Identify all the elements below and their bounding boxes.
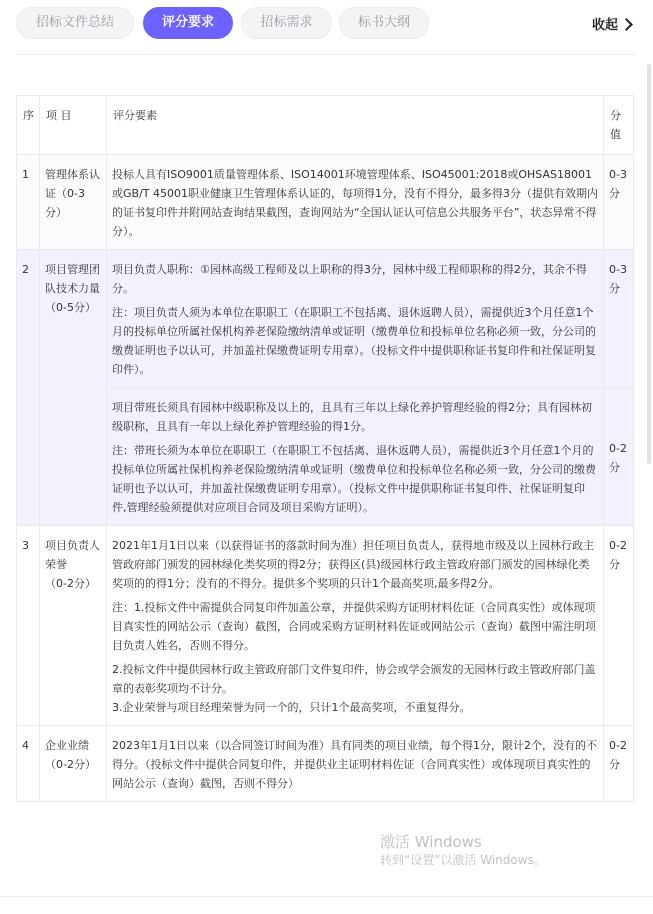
criteria-text: 2021年1月1日以来（以获得证书的落款时间为准）担任项目负责人，获得地市级及以上园林行政主管政府部门颁发的园林绿化类奖项的得2分；获得区(县)级园林行政主管政府部门颁发的园林绿化类奖项的的得1分；没有的不得分。提供多个奖项的只计1个最高奖项,最多得2分。 — [112, 539, 594, 590]
row-score: 0-3分 — [604, 250, 634, 388]
row-no: 3 — [17, 526, 40, 726]
row-criteria — [107, 526, 604, 726]
tab-bar — [0, 0, 653, 48]
tab-scoring-requirements[interactable]: 评分要求 — [143, 7, 233, 39]
collapse-button[interactable] — [592, 14, 631, 33]
row-criteria — [107, 250, 604, 388]
criteria-note: 3.企业荣誉与项目经理荣誉为同一个的，只计1个最高奖项，不重复得分。 — [112, 701, 471, 714]
row-score: 0-3分 — [604, 155, 634, 250]
tab-bid-requirements[interactable]: 招标需求 — [241, 7, 332, 39]
row-criteria — [107, 726, 604, 802]
row-score: 0-2分 — [604, 726, 634, 802]
header-score: 分值 — [604, 96, 634, 155]
criteria-note: 注：1.投标文件中需提供合同复印件加盖公章，并提供采购方证明材料佐证（合同真实性）或体现项目真实性的网站公示（查询）截图，合同或采购方证明材料佐证或网站公示（查询）截图中需注明项目负责人姓名，否则不得分。 — [112, 601, 596, 652]
item-label: 项目负责人 — [45, 539, 100, 552]
item-label: 荣誉 — [45, 558, 67, 571]
criteria-note: 2.投标文件中提供园林行政主管政府部门文件复印件，协会或学会颁发的无园林行政主管政府部门盖章的表彰奖项均不计分。 — [112, 663, 596, 695]
table-row — [17, 388, 634, 526]
header-no: 序 — [17, 96, 40, 155]
table-row — [17, 526, 634, 726]
row-item: 管理体系认证（0-3分） — [40, 155, 107, 250]
criteria-text: 项目负责人职称：①园林高级工程师及以上职称的得3分，园林中级工程师职称的得2分，其余不得分。 — [112, 263, 587, 295]
row-item: 项目管理团队技术力量（0-5分） — [40, 250, 107, 526]
watermark-subtitle: 转到“设置”以激活 Windows。 — [380, 853, 546, 867]
divider — [16, 54, 636, 55]
table-header-row — [17, 96, 634, 155]
row-score: 0-2分 — [604, 526, 634, 726]
table-row — [17, 250, 634, 388]
header-item: 项 目 — [40, 96, 107, 155]
row-score: 0-2分 — [604, 388, 634, 526]
item-label: （0-2分） — [45, 577, 96, 590]
divider — [0, 896, 653, 897]
table-row — [17, 726, 634, 802]
criteria-text: 投标人具有ISO9001质量管理体系、ISO14001环境管理体系、ISO45001:2018或OHSAS18001或GB/T 45001职业健康卫生管理体系认证的，每项得1分，没有不得分，最多得3分（提供有效期内的证书复印件并附网站查询结果截图，查询网站为“全国认证认可信息公共服务平台”，状态异常不得分）。 — [112, 168, 598, 238]
criteria-note: 注：项目负责人须为本单位在职职工（在职职工不包括离、退休返聘人员），需提供近3个月任意1个月的投标单位所属社保机构养老保险缴纳清单或证明（缴费单位和投标单位名称必须一致，分公司的缴费证明也予以认可，并加盖社保缴费证明专用章）。（投标文件中提供职称证书复印件和社保证明复印件）。 — [112, 306, 596, 376]
row-criteria — [107, 155, 604, 250]
row-item — [40, 726, 107, 802]
watermark-title: 激活 Windows — [380, 833, 482, 851]
chevron-right-icon — [620, 18, 633, 31]
tab-bid-outline[interactable]: 标书大纲 — [339, 7, 429, 39]
row-no: 4 — [17, 726, 40, 802]
criteria-note: 注：带班长须为本单位在职职工（在职职工不包括离、退休返聘人员），需提供近3个月任意1个月的投标单位所属社保机构养老保险缴纳清单或证明（缴费单位和投标单位名称必须一致，分公司的缴费证明也予以认可，并加盖社保缴费证明专用章）。（投标文件中提供职称证书复印件、社保证明复印件,管理经验须提供对应项目合同及项目采购方证明）。 — [112, 444, 596, 514]
scoring-table — [16, 95, 634, 802]
criteria-text: 2023年1月1日以来（以合同签订时间为准）具有同类的项目业绩，每个得1分，限计2个，没有的不得分。（投标文件中提供合同复印件，并提供业主证明材料佐证（合同真实性）或体现项目真实性的网站公示（查询）截图，否则不得分） — [112, 739, 597, 790]
table-row — [17, 155, 634, 250]
activation-watermark — [380, 832, 620, 869]
row-no: 1 — [17, 155, 40, 250]
item-label: 企业业绩 — [45, 739, 89, 752]
collapse-label: 收起 — [591, 18, 618, 33]
row-no: 2 — [17, 250, 40, 526]
header-criteria: 评分要素 — [107, 96, 604, 155]
row-criteria — [107, 388, 604, 526]
tab-bid-summary[interactable]: 招标文件总结 — [16, 7, 134, 39]
criteria-text: 项目带班长须具有园林中级职称及以上的，且具有三年以上绿化养护管理经验的得2分；具有园林初级职称，且具有一年以上绿化养护管理经验的得1分。 — [112, 401, 592, 433]
item-label: （0-2分） — [45, 758, 96, 771]
row-item — [40, 526, 107, 726]
scrollbar[interactable] — [647, 64, 651, 464]
